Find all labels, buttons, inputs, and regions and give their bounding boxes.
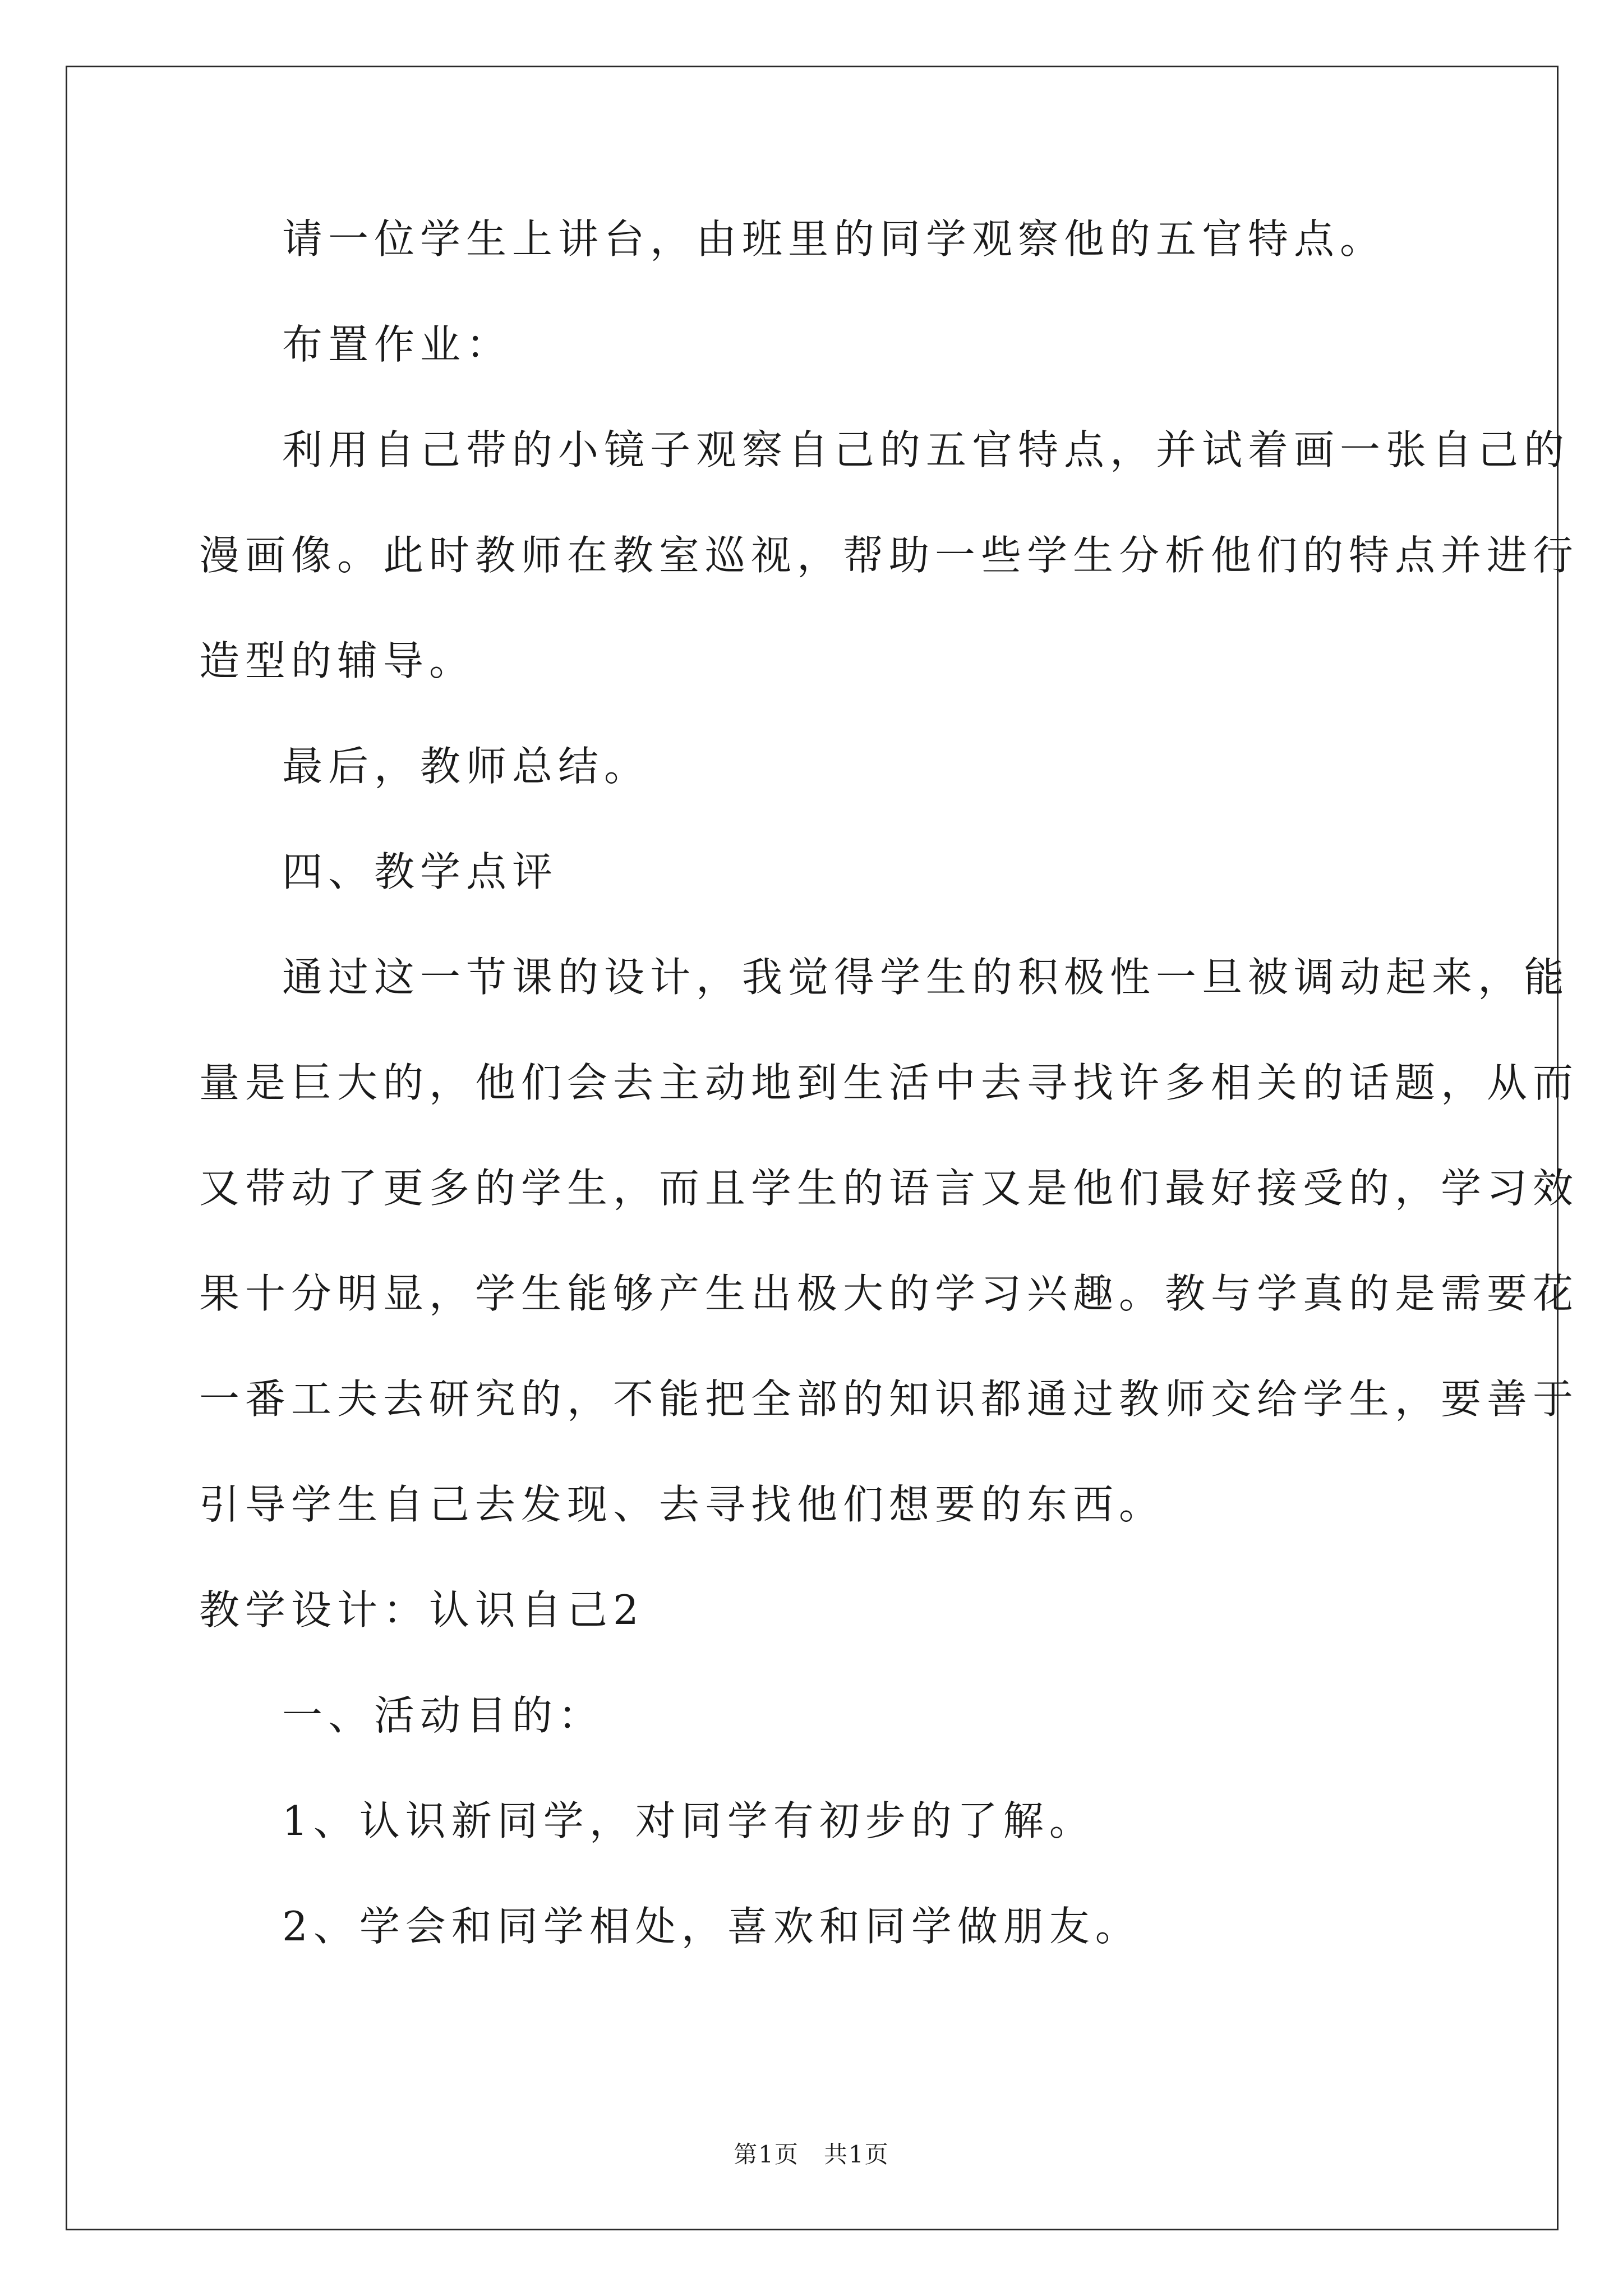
text-line: 又带动了更多的学生，而且学生的语言又是他们最好接受的，学习效 [199, 1165, 1579, 1212]
text-line: 通过这一节课的设计，我觉得学生的积极性一旦被调动起来，能 [282, 954, 1570, 1001]
text-line: 果十分明显，学生能够产生出极大的学习兴趣。教与学真的是需要花 [199, 1270, 1579, 1317]
document-body [199, 215, 1579, 2012]
list-item: 1、认识新同学，对同学有初步的了解。 [282, 1797, 1095, 1844]
document-title: 教学设计：认识自己2 [199, 1586, 644, 1634]
text-line: 请一位学生上讲台，由班里的同学观察他的五官特点。 [282, 215, 1386, 263]
text-line: 引导学生自己去发现、去寻找他们想要的东西。 [199, 1481, 1165, 1528]
section-heading: 一、活动目的： [282, 1692, 605, 1739]
text-line: 利用自己带的小镜子观察自己的五官特点，并试着画一张自己的 [282, 426, 1570, 473]
page-number: 第1页 共1页 [734, 2141, 889, 2168]
text-line: 量是巨大的，他们会去主动地到生活中去寻找许多相关的话题，从而 [199, 1059, 1579, 1106]
text-line: 最后，教师总结。 [282, 743, 651, 790]
text-line: 布置作业： [282, 321, 513, 368]
text-line: 一番工夫去研究的，不能把全部的知识都通过教师交给学生，要善于 [199, 1375, 1579, 1423]
page-footer [0, 2143, 1623, 2166]
list-item: 2、学会和同学相处，喜欢和同学做朋友。 [282, 1903, 1141, 1950]
text-line: 漫画像。此时教师在教室巡视，帮助一些学生分析他们的特点并进行 [199, 532, 1579, 579]
text-line: 造型的辅导。 [199, 637, 476, 684]
section-heading: 四、教学点评 [282, 848, 559, 895]
